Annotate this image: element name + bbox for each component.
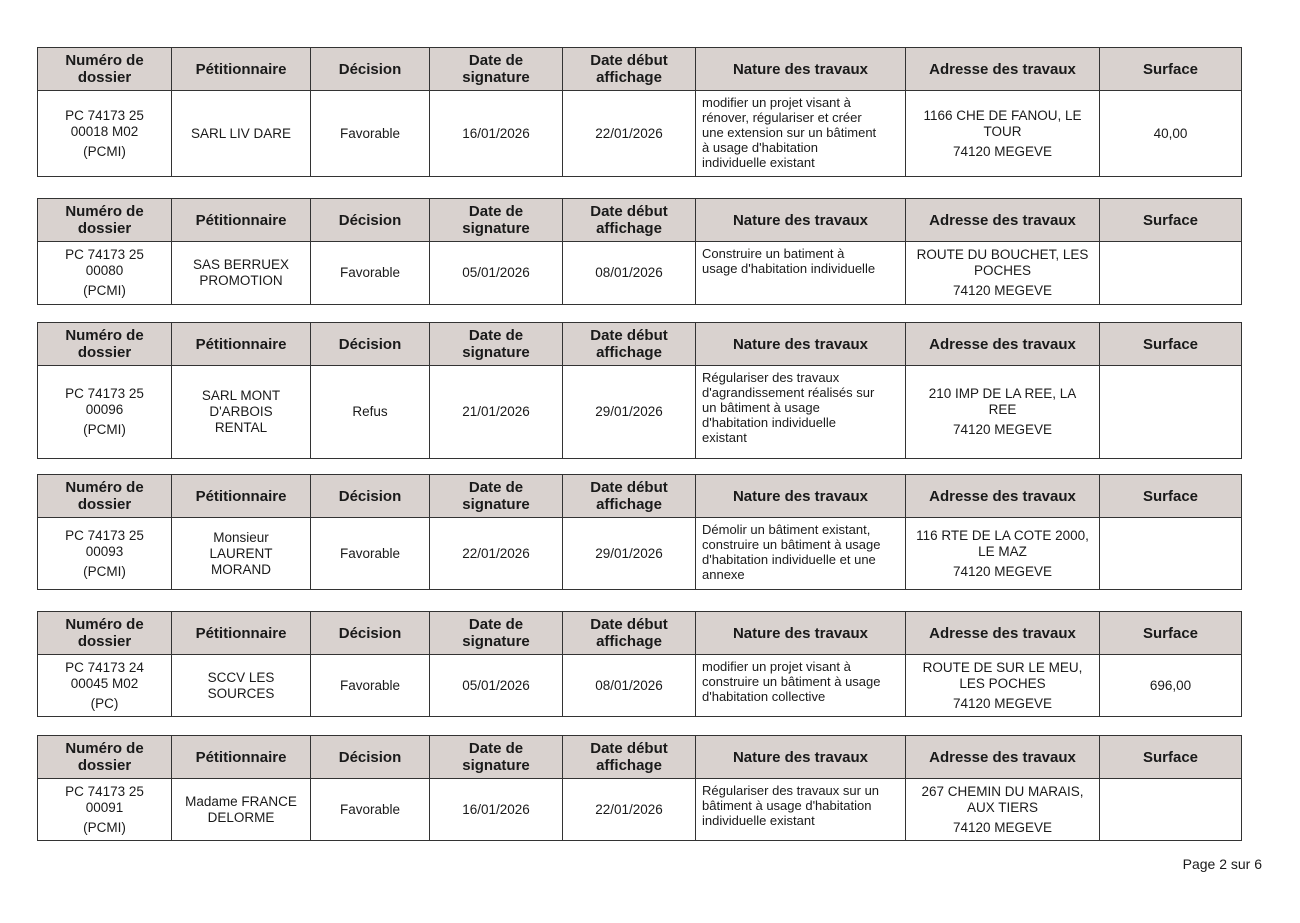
header-nature: Nature des travaux [696, 612, 906, 655]
signature-date-cell: 16/01/2026 [430, 91, 563, 177]
adresse-cell: 267 CHEMIN DU MARAIS, AUX TIERS 74120 MEGEVE [906, 779, 1100, 841]
signature-date-cell: 21/01/2026 [430, 366, 563, 459]
header-decision: Décision [311, 475, 430, 518]
header-decision: Décision [311, 612, 430, 655]
header-adresse: Adresse des travaux [906, 199, 1100, 242]
header-row [38, 612, 1242, 655]
table-row [38, 91, 1242, 177]
dossier-cell: PC 74173 25 00093 (PCMI) [38, 518, 172, 590]
affichage-date-cell: 29/01/2026 [563, 518, 696, 590]
table-row [38, 655, 1242, 717]
permit-table [37, 474, 1242, 590]
signature-date-cell: 22/01/2026 [430, 518, 563, 590]
decision-cell: Refus [311, 366, 430, 459]
decision-cell: Favorable [311, 91, 430, 177]
surface-cell [1100, 242, 1242, 305]
adresse-cell: 210 IMP DE LA REE, LA REE 74120 MEGEVE [906, 366, 1100, 459]
header-affichage: Date début affichage [563, 612, 696, 655]
decision-cell: Favorable [311, 779, 430, 841]
header-signature: Date de signature [430, 48, 563, 91]
header-surface: Surface [1100, 736, 1242, 779]
decision-cell: Favorable [311, 655, 430, 717]
header-nature: Nature des travaux [696, 475, 906, 518]
petitionnaire-cell: Monsieur LAURENT MORAND [172, 518, 311, 590]
header-signature: Date de signature [430, 475, 563, 518]
header-dossier: Numéro de dossier [38, 736, 172, 779]
surface-cell [1100, 518, 1242, 590]
header-decision: Décision [311, 736, 430, 779]
header-affichage: Date début affichage [563, 736, 696, 779]
nature-cell: Construire un batiment à usage d'habitation individuelle [696, 242, 906, 305]
surface-cell: 696,00 [1100, 655, 1242, 717]
header-nature: Nature des travaux [696, 199, 906, 242]
affichage-date-cell: 22/01/2026 [563, 91, 696, 177]
adresse-cell: ROUTE DE SUR LE MEU, LES POCHES 74120 MEGEVE [906, 655, 1100, 717]
decision-cell: Favorable [311, 518, 430, 590]
header-signature: Date de signature [430, 612, 563, 655]
header-affichage: Date début affichage [563, 199, 696, 242]
header-dossier: Numéro de dossier [38, 199, 172, 242]
permit-table [37, 735, 1242, 841]
surface-cell [1100, 779, 1242, 841]
header-nature: Nature des travaux [696, 736, 906, 779]
header-adresse: Adresse des travaux [906, 475, 1100, 518]
header-petitionnaire: Pétitionnaire [172, 612, 311, 655]
permit-table [37, 47, 1242, 177]
header-decision: Décision [311, 48, 430, 91]
header-surface: Surface [1100, 199, 1242, 242]
header-affichage: Date début affichage [563, 475, 696, 518]
header-row [38, 736, 1242, 779]
header-row [38, 323, 1242, 366]
header-petitionnaire: Pétitionnaire [172, 199, 311, 242]
header-adresse: Adresse des travaux [906, 323, 1100, 366]
affichage-date-cell: 08/01/2026 [563, 242, 696, 305]
table-row [38, 779, 1242, 841]
header-signature: Date de signature [430, 199, 563, 242]
petitionnaire-cell: SARL LIV DARE [172, 91, 311, 177]
surface-cell: 40,00 [1100, 91, 1242, 177]
header-nature: Nature des travaux [696, 48, 906, 91]
header-petitionnaire: Pétitionnaire [172, 323, 311, 366]
dossier-cell: PC 74173 25 00091 (PCMI) [38, 779, 172, 841]
dossier-cell: PC 74173 24 00045 M02 (PC) [38, 655, 172, 717]
adresse-cell: ROUTE DU BOUCHET, LES POCHES 74120 MEGEVE [906, 242, 1100, 305]
header-dossier: Numéro de dossier [38, 48, 172, 91]
header-adresse: Adresse des travaux [906, 48, 1100, 91]
petitionnaire-cell: SAS BERRUEX PROMOTION [172, 242, 311, 305]
decision-cell: Favorable [311, 242, 430, 305]
dossier-cell: PC 74173 25 00096 (PCMI) [38, 366, 172, 459]
header-surface: Surface [1100, 48, 1242, 91]
header-surface: Surface [1100, 323, 1242, 366]
header-row [38, 475, 1242, 518]
table-row [38, 366, 1242, 459]
header-surface: Surface [1100, 612, 1242, 655]
nature-cell: Régulariser des travaux d'agrandissement réalisés sur un bâtiment à usage d'habitation individuelle existant [696, 366, 906, 459]
affichage-date-cell: 29/01/2026 [563, 366, 696, 459]
nature-cell: modifier un projet visant à rénover, régulariser et créer une extension sur un bâtiment à usage d'habitation individuelle existant [696, 91, 906, 177]
signature-date-cell: 05/01/2026 [430, 242, 563, 305]
table-row [38, 518, 1242, 590]
adresse-cell: 116 RTE DE LA COTE 2000, LE MAZ 74120 MEGEVE [906, 518, 1100, 590]
surface-cell [1100, 366, 1242, 459]
header-decision: Décision [311, 323, 430, 366]
dossier-cell: PC 74173 25 00080 (PCMI) [38, 242, 172, 305]
header-affichage: Date début affichage [563, 48, 696, 91]
signature-date-cell: 16/01/2026 [430, 779, 563, 841]
header-affichage: Date début affichage [563, 323, 696, 366]
header-row [38, 199, 1242, 242]
header-row [38, 48, 1242, 91]
page-number: Page 2 sur 6 [1182, 856, 1262, 872]
header-signature: Date de signature [430, 736, 563, 779]
permit-table [37, 611, 1242, 717]
header-petitionnaire: Pétitionnaire [172, 736, 311, 779]
petitionnaire-cell: SARL MONT D'ARBOIS RENTAL [172, 366, 311, 459]
header-dossier: Numéro de dossier [38, 475, 172, 518]
nature-cell: Régulariser des travaux sur un bâtiment à usage d'habitation individuelle existant [696, 779, 906, 841]
adresse-cell: 1166 CHE DE FANOU, LE TOUR 74120 MEGEVE [906, 91, 1100, 177]
header-adresse: Adresse des travaux [906, 612, 1100, 655]
affichage-date-cell: 08/01/2026 [563, 655, 696, 717]
affichage-date-cell: 22/01/2026 [563, 779, 696, 841]
header-adresse: Adresse des travaux [906, 736, 1100, 779]
header-nature: Nature des travaux [696, 323, 906, 366]
permit-table [37, 322, 1242, 459]
header-signature: Date de signature [430, 323, 563, 366]
header-surface: Surface [1100, 475, 1242, 518]
header-decision: Décision [311, 199, 430, 242]
petitionnaire-cell: SCCV LES SOURCES [172, 655, 311, 717]
header-petitionnaire: Pétitionnaire [172, 475, 311, 518]
header-dossier: Numéro de dossier [38, 612, 172, 655]
header-dossier: Numéro de dossier [38, 323, 172, 366]
dossier-cell: PC 74173 25 00018 M02 (PCMI) [38, 91, 172, 177]
table-row [38, 242, 1242, 305]
nature-cell: Démolir un bâtiment existant, construire un bâtiment à usage d'habitation individuelle et une annexe [696, 518, 906, 590]
nature-cell: modifier un projet visant à construire un bâtiment à usage d'habitation collective [696, 655, 906, 717]
petitionnaire-cell: Madame FRANCE DELORME [172, 779, 311, 841]
permit-table [37, 198, 1242, 305]
header-petitionnaire: Pétitionnaire [172, 48, 311, 91]
signature-date-cell: 05/01/2026 [430, 655, 563, 717]
